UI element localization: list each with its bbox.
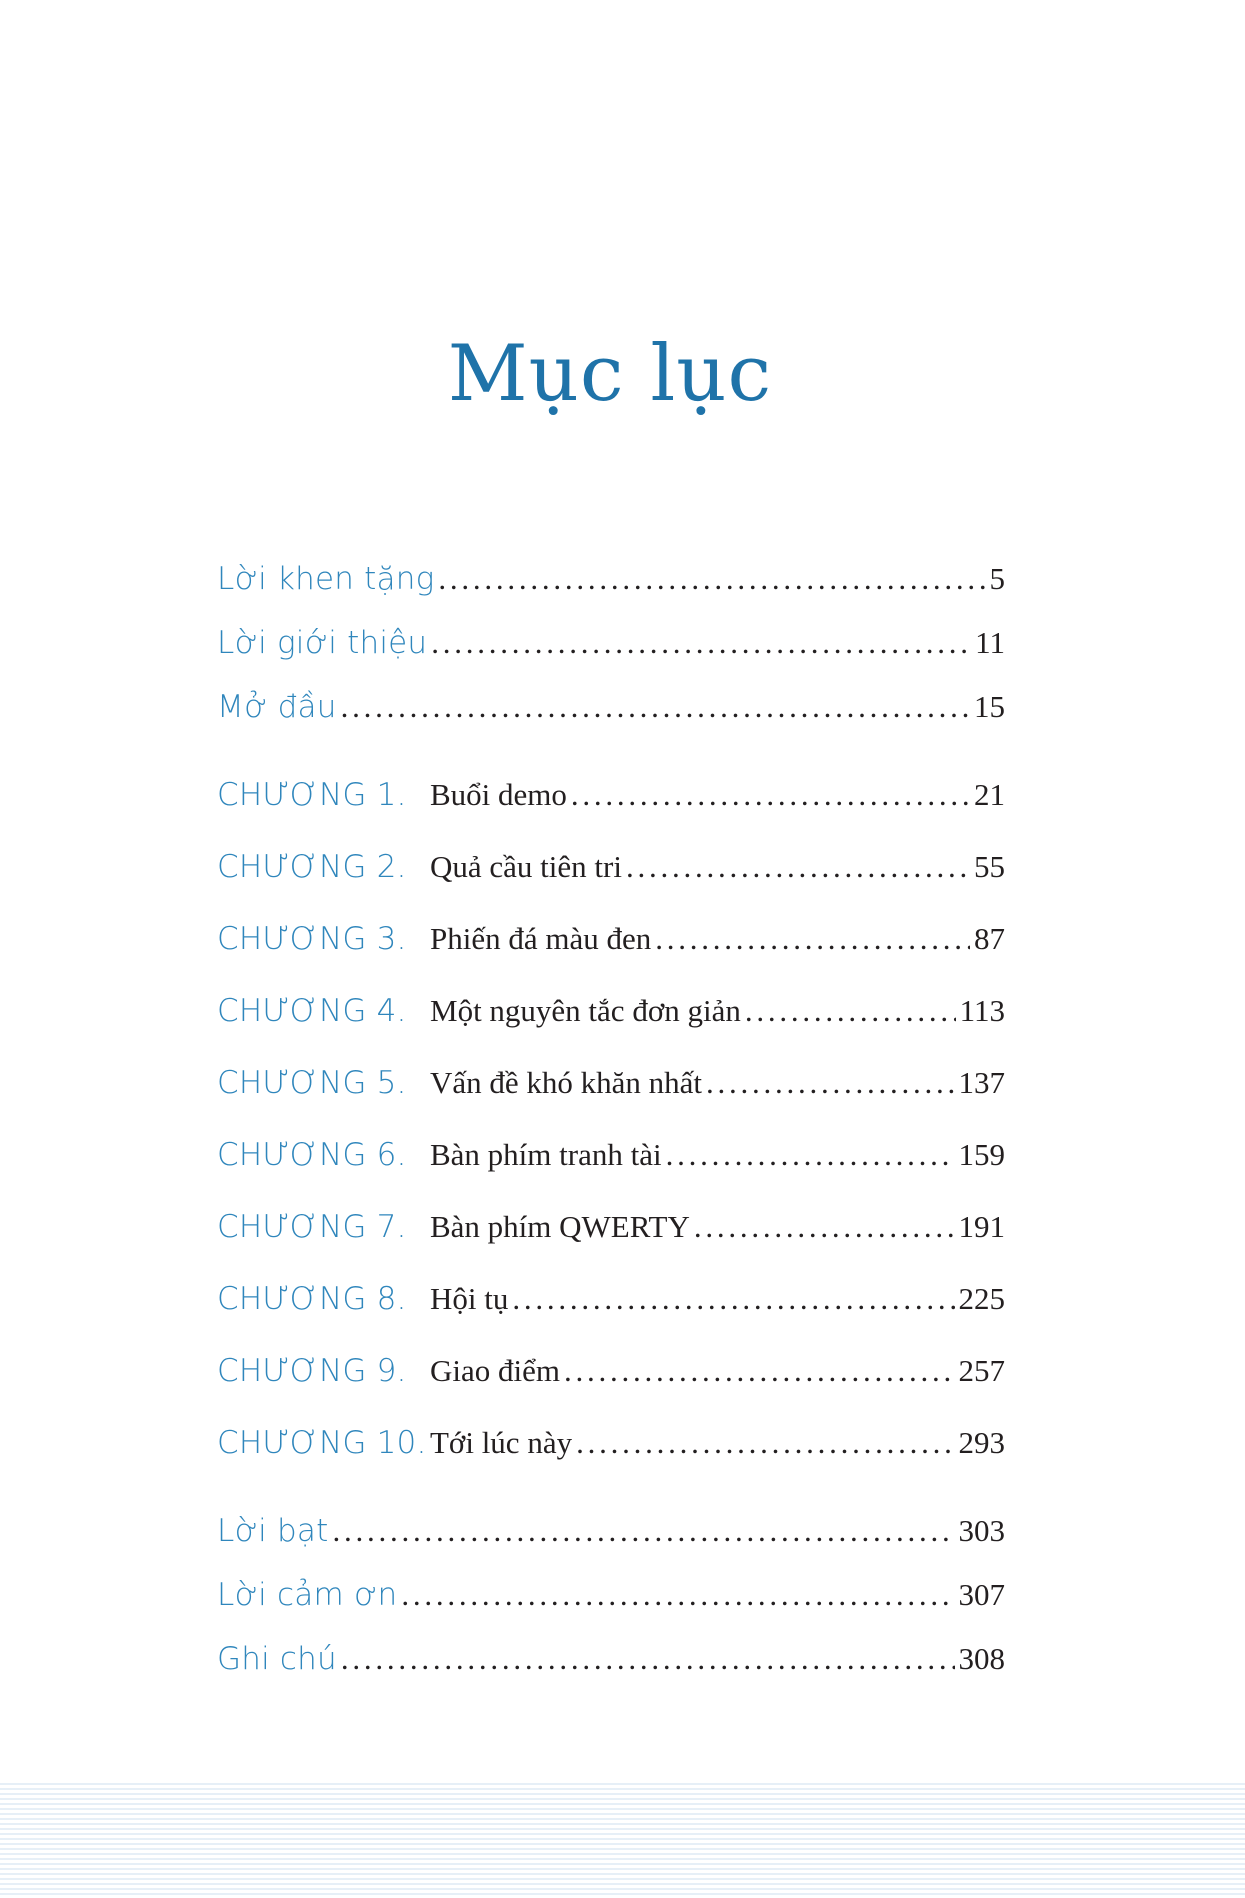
chapter-number: CHƯƠNG 10.: [217, 1425, 427, 1461]
page-number: 257: [958, 1353, 1005, 1388]
toc-entry-chapter[interactable]: [217, 777, 1005, 821]
dot-leader: [401, 1577, 954, 1613]
toc-entry-front[interactable]: [217, 689, 1005, 733]
chapter-number: CHƯƠNG 1.: [217, 777, 407, 813]
toc-entry-back[interactable]: [217, 1513, 1005, 1557]
dot-leader: [626, 849, 970, 885]
toc-entry-chapter[interactable]: [217, 1065, 1005, 1109]
page-number: 113: [959, 993, 1005, 1028]
chapter-number: CHƯƠNG 9.: [217, 1353, 407, 1389]
dot-leader: [706, 1065, 954, 1101]
page-number: 225: [958, 1281, 1005, 1316]
entry-label: Lời khen tặng: [217, 561, 435, 597]
chapter-title: Bàn phím tranh tài: [430, 1137, 662, 1172]
page-title: Mục lục: [447, 329, 773, 419]
dot-leader: [438, 561, 985, 597]
toc-entry-chapter[interactable]: [217, 921, 1005, 965]
dot-leader: [512, 1281, 954, 1317]
entry-label: Mở đầu: [217, 689, 337, 725]
page-number: 191: [958, 1209, 1005, 1244]
toc-entry-back[interactable]: [217, 1641, 1005, 1685]
page-number: 303: [958, 1513, 1005, 1548]
toc-entry-chapter[interactable]: [217, 1425, 1005, 1469]
entry-label: Lời bạt: [217, 1513, 329, 1549]
toc-entry-front[interactable]: [217, 561, 1005, 605]
chapter-title: Phiến đá màu đen: [430, 921, 652, 956]
dot-leader: [745, 993, 956, 1029]
chapter-number: CHƯƠNG 8.: [217, 1281, 407, 1317]
page-number: 5: [989, 561, 1005, 596]
chapter-title: Quả cầu tiên tri: [430, 849, 622, 884]
chapter-title: Giao điểm: [430, 1353, 560, 1388]
toc-entry-chapter[interactable]: [217, 1281, 1005, 1325]
entry-label: Lời giới thiệu: [217, 625, 428, 661]
page-number: 308: [958, 1641, 1005, 1676]
chapter-number: CHƯƠNG 7.: [217, 1209, 407, 1245]
page-number: 15: [974, 689, 1005, 724]
chapter-number: CHƯƠNG 4.: [217, 993, 407, 1029]
dot-leader: [571, 777, 970, 813]
chapter-number: CHƯƠNG 2.: [217, 849, 407, 885]
dot-leader: [666, 1137, 955, 1173]
dot-leader: [655, 921, 970, 957]
page-number: 11: [975, 625, 1005, 660]
toc-entry-chapter[interactable]: [217, 849, 1005, 893]
toc-entry-back[interactable]: [217, 1577, 1005, 1621]
dot-leader: [332, 1513, 954, 1549]
toc-entry-chapter[interactable]: [217, 1137, 1005, 1181]
chapter-number: CHƯƠNG 5.: [217, 1065, 407, 1101]
decorative-stripes: [0, 1780, 1245, 1898]
toc-entry-chapter[interactable]: [217, 993, 1005, 1037]
page-number: 55: [974, 849, 1005, 884]
page-number: 137: [958, 1065, 1005, 1100]
toc-entry-chapter[interactable]: [217, 1353, 1005, 1397]
dot-leader: [694, 1209, 955, 1245]
page-number: 293: [958, 1425, 1005, 1460]
dot-leader: [576, 1425, 954, 1461]
dot-leader: [341, 1641, 955, 1677]
dot-leader: [341, 689, 970, 725]
chapter-title: Tới lúc này: [430, 1425, 573, 1460]
toc-entry-chapter[interactable]: [217, 1209, 1005, 1253]
entry-label: Ghi chú: [217, 1641, 337, 1677]
chapter-number: CHƯƠNG 3.: [217, 921, 407, 957]
dot-leader: [431, 625, 971, 661]
dot-leader: [564, 1353, 955, 1389]
chapter-title: Buổi demo: [430, 777, 567, 812]
chapter-number: CHƯƠNG 6.: [217, 1137, 407, 1173]
chapter-title: Vấn đề khó khăn nhất: [430, 1065, 703, 1100]
page-number: 159: [958, 1137, 1005, 1172]
page-number: 21: [974, 777, 1005, 812]
chapter-title: Bàn phím QWERTY: [430, 1209, 690, 1244]
chapter-title: Hội tụ: [430, 1281, 509, 1316]
toc-entry-front[interactable]: [217, 625, 1005, 669]
entry-label: Lời cảm ơn: [217, 1577, 398, 1613]
page-number: 307: [958, 1577, 1005, 1612]
page-number: 87: [974, 921, 1005, 956]
chapter-title: Một nguyên tắc đơn giản: [430, 993, 741, 1028]
